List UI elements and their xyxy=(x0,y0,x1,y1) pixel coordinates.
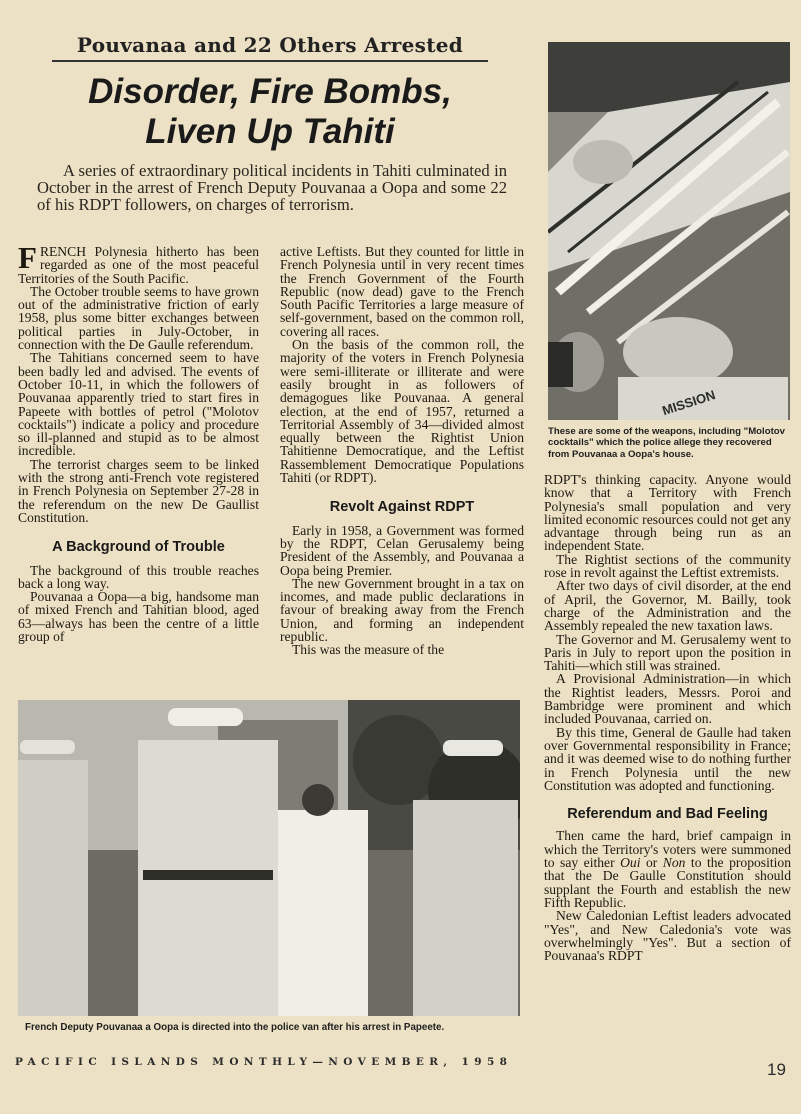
headline-line-1: Disorder, Fire Bombs, xyxy=(88,72,452,111)
article-column-3 xyxy=(544,473,791,962)
article-column-1 xyxy=(18,240,259,645)
page-number: 19 xyxy=(767,1060,786,1079)
subhead-background: A Background of Trouble xyxy=(52,539,225,556)
weapons-photo-caption: These are some of the weapons, including "Molotov cocktails" which the police allege they recovered from Pouvanaa a Oopa's house. xyxy=(548,426,785,460)
headline-line-2: Liven Up Tahiti xyxy=(145,112,395,151)
paragraph: Pouvanaa a Oopa—a big, handsome man of mixed French and Tahitian blood, aged 63—always has been the centre of a little group of xyxy=(18,589,259,645)
article-column-2 xyxy=(280,245,524,657)
paragraph: A Provisional Administration—in which the Rightist leaders, Messrs. Poroi and Bambridge were prominent and which included Pouvanaa, carried on. xyxy=(544,671,791,727)
weapons-photo xyxy=(548,42,790,420)
paragraph: RDPT's thinking capacity. Anyone would know that a Territory with French Polynesia's small population and very limited economic resources could not get any advantage through being run as an independent State. xyxy=(544,472,791,554)
paragraph: On the basis of the common roll, the majority of the voters in French Polynesia were semi-illiterate or illiterate and were easily brought in as followers of demagogues like Pouvanaa. A general election, at the end of 1957, returned a Territorial Assembly of 34—divided almost equally between the Rightist Union Tahitienne Democratique, and the Leftist Rassemblement Democratique Populations Tahiti (or RDPT). xyxy=(280,337,524,486)
arrest-photo-caption: French Deputy Pouvanaa a Oopa is directed into the police van after his arrest in Papeete. xyxy=(25,1022,445,1033)
paragraph: The terrorist charges seem to be linked with the strong anti-French vote registered in French Polynesia on September 27-28 in the referendum on the new De Gaullist Constitution. xyxy=(18,456,259,525)
paragraph: After two days of civil disorder, at the end of April, the Governor, M. Bailly, took charge of the Administration and the Assembly repealed the new taxation laws. xyxy=(544,578,791,634)
main-headline xyxy=(52,72,488,152)
paragraph: New Caledonian Leftist leaders advocated "Yes", and New Caledonia's vote was overwhelmingly "Yes". But a section of Pouvanaa's RDPT xyxy=(544,908,791,964)
weapons-photo-drawing xyxy=(548,42,790,420)
paragraph: Then came the hard, brief campaign in which the Territory's voters were summoned to say either Oui or Non to the proposition that the De Gaulle Constitution should supplant the Fourth and establish the new Fifth Republic. xyxy=(544,828,792,910)
paragraph: The Tahitians concerned seem to have been badly led and advised. The events of October 10-11, in which the followers of Pouvanaa apparently tried to start fires in Papeete with bottles of petrol ("Molotov cocktails") indicate a policy and procedure so ill-planned and stupid as to be almost incredible. xyxy=(18,350,259,459)
paragraph: The October trouble seems to have grown out of the administrative friction of early 1958, plus some bitter exchanges between political parties in July-October, in connection with the De Gaulle referendum. xyxy=(18,283,259,353)
arrest-photo xyxy=(18,700,520,1016)
paragraph: By this time, General de Gaulle had taken over Governmental responsibility in France; and it was deemed wise to do nothing further in French Polynesia until the new Constitution was adopted and functioning. xyxy=(544,724,791,793)
kicker-headline: Pouvanaa and 22 Others Arrested xyxy=(76,33,464,57)
paragraph: The Governor and M. Gerusalemy went to Paris in July to report upon the position in Tahiti—which still was strained. xyxy=(544,631,791,674)
paragraph: The Rightist sections of the community rose in revolt against the Leftist extremists. xyxy=(544,551,791,581)
paragraph: The new Government brought in a tax on incomes, and made public declarations in favour of breaking away from the French Union, and forming an independent republic. xyxy=(280,575,524,645)
paragraph: FRENCH Polynesia hitherto has been regarded as one of the most peaceful Territories of the South Pacific. xyxy=(18,240,259,286)
drop-cap: F xyxy=(18,240,37,275)
footer-publication-line: PACIFIC ISLANDS MONTHLY—NOVEMBER, 1958 xyxy=(15,1056,513,1068)
kicker-rule xyxy=(52,60,488,62)
subhead-referendum: Referendum and Bad Feeling xyxy=(567,806,768,823)
intro-paragraph: A series of extraordinary political incidents in Tahiti culminated in October in the arrest of French Deputy Pouvanaa a Oopa and some 22 of his RDPT followers, on charges of terrorism. xyxy=(37,161,507,214)
arrest-photo-drawing xyxy=(18,700,520,1016)
paragraph: Early in 1958, a Government was formed by the RDPT, Celan Gerusalemy being President of the Assembly, and Pouvanaa a Oopa being Premier. xyxy=(280,522,524,578)
paragraph: The background of this trouble reaches back a long way. xyxy=(18,562,259,591)
mission-label: MISSION xyxy=(660,387,718,419)
subhead-revolt: Revolt Against RDPT xyxy=(329,499,475,516)
paragraph: active Leftists. But they counted for little in French Polynesia until in very recent times the French Government of the Fourth Republic (now dead) gave to the French South Pacific Territories a large measure of self-government, based on the common roll, covering all races. xyxy=(280,244,524,339)
paragraph: This was the measure of the xyxy=(292,642,445,658)
